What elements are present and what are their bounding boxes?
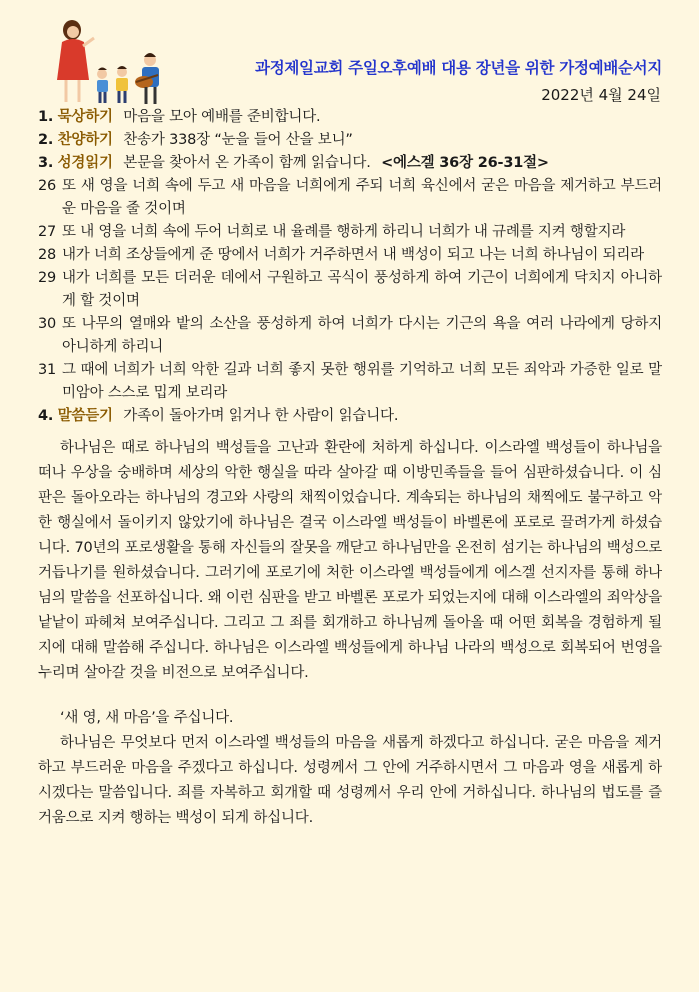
bible-verse: [38, 175, 662, 221]
bible-verse: [38, 313, 662, 359]
step-praise: [38, 129, 662, 152]
page-title: 과정제일교회 주일오후예배 대용 장년을 위한 가정예배순서지: [255, 59, 662, 77]
service-date: 2022년 4월 24일: [541, 86, 661, 104]
step-sermon-listening: [38, 405, 662, 428]
step-name: 찬양하기: [57, 132, 113, 148]
step-name: 성경읽기: [57, 155, 113, 171]
step-description: 찬송가 338장 “눈을 들어 산을 보니”: [123, 132, 353, 148]
verse-number: 30: [38, 316, 57, 332]
step-number: 1.: [38, 109, 54, 125]
verse-text: 또 내 영을 너희 속에 두어 너희로 내 율례를 행하게 하리니 너희가 내 규례를 지켜 행할지라: [62, 224, 626, 240]
step-meditation: [38, 106, 662, 129]
family-worship-illustration: [52, 18, 170, 110]
step-name: 묵상하기: [57, 109, 113, 125]
step-name: 말씀듣기: [57, 408, 113, 424]
step-description: 본문을 찾아서 온 가족이 함께 읽습니다.: [123, 155, 371, 171]
verse-number: 31: [38, 362, 57, 378]
verse-text: 내가 너희를 모든 더러운 데에서 구원하고 곡식이 풍성하게 하여 기근이 너희에게 닥치지 아니하게 할 것이며: [62, 270, 662, 309]
verse-text: 내가 너희 조상들에게 준 땅에서 너희가 거주하면서 내 백성이 되고 나는 너희 하나님이 되리라: [62, 247, 644, 263]
sermon-subheading: ‘새 영, 새 마음’을 주십니다.: [60, 710, 234, 726]
step-description: 마음을 모아 예배를 준비합니다.: [123, 109, 321, 125]
step-number: 3.: [38, 155, 54, 171]
step-number: 4.: [38, 408, 54, 424]
verse-text: 또 나무의 열매와 밭의 소산을 풍성하게 하여 너희가 다시는 기근의 욕을 여러 나라에게 당하지 아니하게 하리니: [62, 316, 662, 355]
worship-order-content: [38, 106, 662, 831]
verse-number: 29: [38, 270, 57, 286]
verse-number: 28: [38, 247, 57, 263]
sermon-paragraph: 하나님은 무엇보다 먼저 이스라엘 백성들의 마음을 새롭게 하겠다고 하십니다. 굳은 마음을 제거하고 부드러운 마음을 주겠다고 하십니다. 성령께서 그 안에 거주하시면서 그 마음과 영을 새롭게 하시겠다는 말씀입니다. 죄를 자복하고 회개할 때 성령께서 우리 안에 거하십니다. 하나님의 법도를 즐거움으로 지켜 행하는 백성이 되게 하십니다.: [38, 735, 662, 826]
step-description: 가족이 돌아가며 읽거나 한 사람이 읽습니다.: [123, 408, 399, 424]
verse-number: 26: [38, 178, 57, 194]
verse-number: 27: [38, 224, 57, 240]
bible-verse: [38, 359, 662, 405]
step-number: 2.: [38, 132, 54, 148]
sermon-paragraph: 하나님은 때로 하나님의 백성들을 고난과 환란에 처하게 하십니다. 이스라엘 백성들이 하나님을 떠나 우상을 숭배하며 세상의 악한 행실을 따라 살아갈 때 이방민족들을 들어 심판하셨습니다. 이 심판은 돌아오라는 하나님의 경고와 사랑의 채찍이었습니다. 계속되는 하나님의 채찍에도 불구하고 악한 행실에서 돌이키지 않았기에 하나님은 결국 이스라엘 백성들이 바벨론에 포로로 끌려가게 하셨습니다. 70년의 포로생활을 통해 자신들의 잘못을 깨닫고 하나님만을 온전히 섬기는 하나님의 백성으로 거듭나기를 원하셨습니다. 그러기에 포로기에 처한 이스라엘 백성들에게 에스겔 선지자를 통해 하나님의 말씀을 선포하십니다. 왜 이런 심판을 받고 바벨론 포로가 되었는지에 대해 이스라엘의 죄악상을 낱낱이 파헤쳐 보여주십니다. 그리고 그 죄를 회개하고 하나님께 돌아올 때 어떤 회복을 경험하게 될지에 대해 말씀해 주십니다. 하나님은 이스라엘 백성들에게 하나님 나라의 백성으로 회복되어 번영을 누리며 살아갈 것을 비전으로 보여주십니다.: [38, 440, 662, 681]
scripture-reference: <에스겔 36장 26-31절>: [381, 155, 549, 171]
step-scripture-reading: [38, 152, 662, 175]
verse-text: 그 때에 너희가 너희 악한 길과 너희 좋지 못한 행위를 기억하고 너희 모든 죄악과 가증한 일로 말미암아 스스로 밉게 보리라: [62, 362, 662, 401]
verse-text: 또 새 영을 너희 속에 두고 새 마음을 너희에게 주되 너희 육신에서 굳은 마음을 제거하고 부드러운 마음을 줄 것이며: [62, 178, 662, 217]
bible-verse: [38, 244, 662, 267]
bible-verse: [38, 267, 662, 313]
bible-verse: [38, 221, 662, 244]
